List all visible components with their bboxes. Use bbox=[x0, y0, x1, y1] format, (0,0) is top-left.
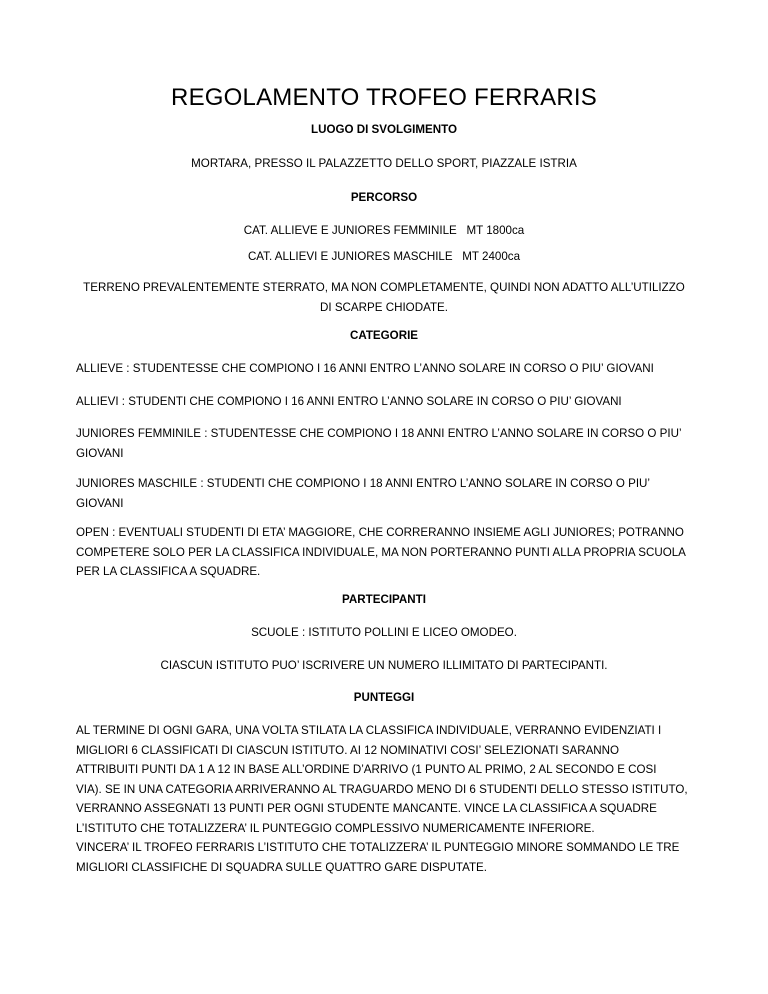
document-title: REGOLAMENTO TROFEO FERRARIS bbox=[171, 84, 597, 111]
percorso-terreno-line: TERRENO PREVALENTEMENTE STERRATO, MA NON COMPLETAMENTE, QUINDI NON ADATTO ALL’UTILIZZO bbox=[83, 281, 685, 294]
partecipanti-iscrizioni: CIASCUN ISTITUTO PUO’ ISCRIVERE UN NUMERO ILLIMITATO DI PARTECIPANTI. bbox=[160, 659, 608, 672]
luogo-text: MORTARA, PRESSO IL PALAZZETTO DELLO SPORT, PIAZZALE ISTRIA bbox=[191, 157, 577, 170]
punteggi-line: L’ISTITUTO CHE TOTALIZZERA’ IL PUNTEGGIO COMPLESSIVO NUMERICAMENTE INFERIORE. bbox=[76, 821, 595, 835]
punteggi-paragrafo-2 bbox=[76, 838, 692, 877]
punteggi-line: MIGLIORI 6 CLASSIFICATI DI CIASCUN ISTITUTO. AI 12 NOMINATIVI COSI’ SELEZIONATI SARANNO bbox=[76, 743, 620, 757]
categoria-line: JUNIORES FEMMINILE : STUDENTESSE CHE COMPIONO I 18 ANNI ENTRO L’ANNO SOLARE IN CORSO O PIU’ bbox=[76, 427, 682, 440]
punteggi-line: ATTRIBUITI PUNTI DA 1 A 12 IN BASE ALL’ORDINE D’ARRIVO (1 PUNTO AL PRIMO, 2 AL SECONDO E COSI bbox=[76, 763, 657, 776]
percorso-femminile: CAT. ALLIEVE E JUNIORES FEMMINILE MT 1800ca bbox=[243, 224, 525, 237]
categoria-line: OPEN : EVENTUALI STUDENTI DI ETA’ MAGGIORE, CHE CORRERANNO INSIEME AGLI JUNIORES; POTRANNO bbox=[76, 526, 684, 539]
categoria-line: JUNIORES MASCHILE : STUDENTI CHE COMPIONO I 18 ANNI ENTRO L’ANNO SOLARE IN CORSO O PIU’ bbox=[76, 477, 650, 490]
heading-categorie: CATEGORIE bbox=[349, 329, 419, 342]
heading-punteggi: PUNTEGGI bbox=[353, 691, 415, 704]
punteggi-line: VINCERA’ IL TROFEO FERRARIS L’ISTITUTO CHE TOTALIZZERA’ IL PUNTEGGIO MINORE SOMMANDO LE TRE bbox=[76, 841, 680, 854]
categoria-line: GIOVANI bbox=[76, 496, 124, 510]
heading-percorso: PERCORSO bbox=[350, 191, 418, 204]
categoria-line: COMPETERE SOLO PER LA CLASSIFICA INDIVIDUALE, MA NON PORTERANNO PUNTI ALLA PROPRIA SCUOLA bbox=[76, 545, 686, 559]
categoria-open bbox=[76, 523, 692, 582]
percorso-terreno bbox=[76, 278, 692, 317]
heading-luogo: LUOGO DI SVOLGIMENTO bbox=[310, 123, 457, 136]
categoria-allieve: ALLIEVE : STUDENTESSE CHE COMPIONO I 16 ANNI ENTRO L’ANNO SOLARE IN CORSO O PIU’ GIOVANI bbox=[76, 362, 654, 375]
percorso-terreno-line: DI SCARPE CHIODATE. bbox=[320, 300, 448, 314]
partecipanti-scuole: SCUOLE : ISTITUTO POLLINI E LICEO OMODEO. bbox=[251, 626, 517, 639]
punteggi-line: AL TERMINE DI OGNI GARA, UNA VOLTA STILATA LA CLASSIFICA INDIVIDUALE, VERRANNO EVIDENZIATI I bbox=[76, 724, 662, 737]
percorso-maschile: CAT. ALLIEVI E JUNIORES MASCHILE MT 2400ca bbox=[247, 250, 521, 263]
categoria-juniores-femminile bbox=[76, 424, 692, 463]
categoria-line: GIOVANI bbox=[76, 446, 124, 460]
categoria-allievi: ALLIEVI : STUDENTI CHE COMPIONO I 16 ANNI ENTRO L’ANNO SOLARE IN CORSO O PIU’ GIOVANI bbox=[76, 395, 622, 408]
heading-partecipanti: PARTECIPANTI bbox=[342, 593, 426, 606]
categoria-line: PER LA CLASSIFICA A SQUADRE. bbox=[76, 565, 261, 578]
punteggi-paragrafo-1 bbox=[76, 721, 692, 838]
categoria-juniores-maschile bbox=[76, 474, 692, 513]
punteggi-line: VERRANNO ASSEGNATI 13 PUNTI PER OGNI STUDENTE MANCANTE. VINCE LA CLASSIFICA A SQUADRE bbox=[76, 802, 657, 815]
punteggi-line: VIA). SE IN UNA CATEGORIA ARRIVERANNO AL TRAGUARDO MENO DI 6 STUDENTI DELLO STESSO ISTITUTO, bbox=[76, 782, 688, 796]
punteggi-line: MIGLIORI CLASSIFICHE DI SQUADRA SULLE QUATTRO GARE DISPUTATE. bbox=[76, 860, 488, 874]
